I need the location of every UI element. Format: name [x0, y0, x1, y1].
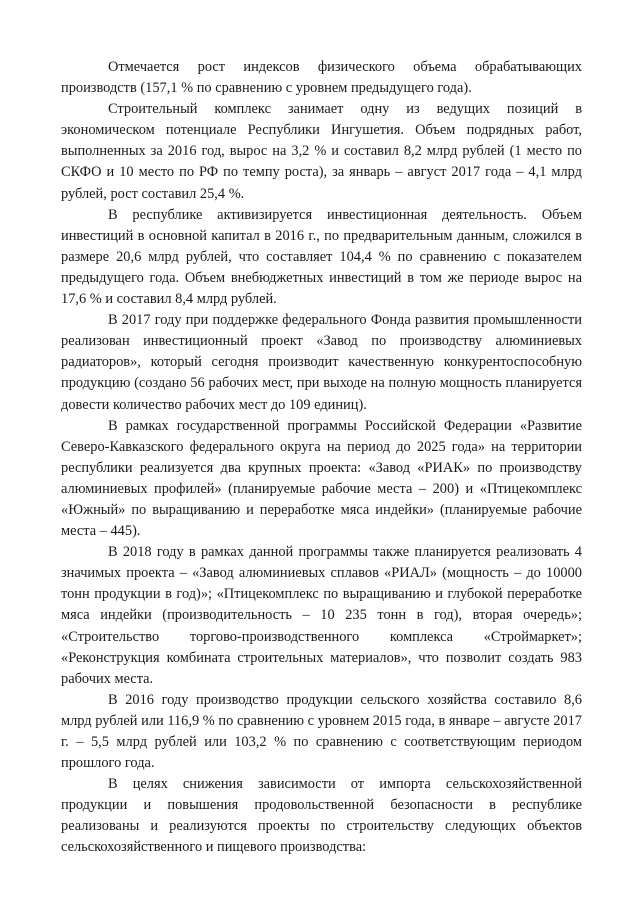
paragraph-manufacturing-index: Отмечается рост индексов физического объема обрабатывающих производств (157,1 % по сравнению с уровнем предыдущего года).: [61, 59, 582, 97]
paragraph-2018-projects: В 2018 году в рамках данной программы также планируется реализовать 4 значимых проекта – «Завод алюминиевых сплавов «РИАЛ» (мощность – до 10000 тонн продукции в год)»; «Птицекомплекс по выращиванию и глубокой переработке мяса индейки (производительность – 10 235 тонн в год), вторая очередь»; «Строительство торгово-производственного комплекса «Строймаркет»; «Реконструкция комбината строительных материалов», что позволит создать 983 рабочих места.: [61, 544, 582, 687]
paragraph-construction-complex: Строительный комплекс занимает одну из ведущих позиций в экономическом потенциале Республики Ингушетия. Объем подрядных работ, выполненных за 2016 год, вырос на 3,2 % и составил 8,2 млрд рублей (1 место по СКФО и 10 место по РФ по темпу роста), за январь – август 2017 года – 4,1 млрд рублей, рост составил 25,4 %.: [61, 101, 582, 202]
paragraph-import-substitution: В целях снижения зависимости от импорта сельскохозяйственной продукции и повышения продовольственной безопасности в республике реализованы и реализуются проекты по строительству следующих объектов сельскохозяйственного и пищевого производства:: [61, 776, 582, 856]
paragraph-state-program-projects: В рамках государственной программы Российской Федерации «Развитие Северо-Кавказского федерального округа на период до 2025 года» на территории республики реализуется два крупных проекта: «Завод «РИАК» по производству алюминиевых профилей» (планируемые рабочие места – 200) и «Птицекомплекс «Южный» по выращиванию и переработке мяса индейки» (планируемые рабочие места – 445).: [61, 417, 582, 540]
paragraph-radiator-plant: В 2017 году при поддержке федерального Фонда развития промышленности реализован инвестиционный проект «Завод по производству алюминиевых радиаторов», который сегодня производит качественную конкурентоспособную продукцию (создано 56 рабочих мест, при выходе на полную мощность планируется довести количество рабочих мест до 109 единиц).: [61, 312, 582, 413]
paragraph-agriculture-output: В 2016 году производство продукции сельского хозяйства составило 8,6 млрд рублей или 116,9 % по сравнению с уровнем 2015 года, в январе – августе 2017 г. – 5,5 млрд рублей или 103,2 % по сравнению с соответствующим периодом прошлого года.: [61, 691, 582, 772]
paragraph-investment-activity: В республике активизируется инвестиционная деятельность. Объем инвестиций в основной капитал в 2016 г., по предварительным данным, сложился в размере 20,6 млрд рублей, что составляет 104,4 % по сравнению с показателем предыдущего года. Объем внебюджетных инвестиций в том же периоде вырос на 17,6 % и составил 8,4 млрд рублей.: [61, 206, 582, 308]
document-body: [61, 57, 582, 859]
